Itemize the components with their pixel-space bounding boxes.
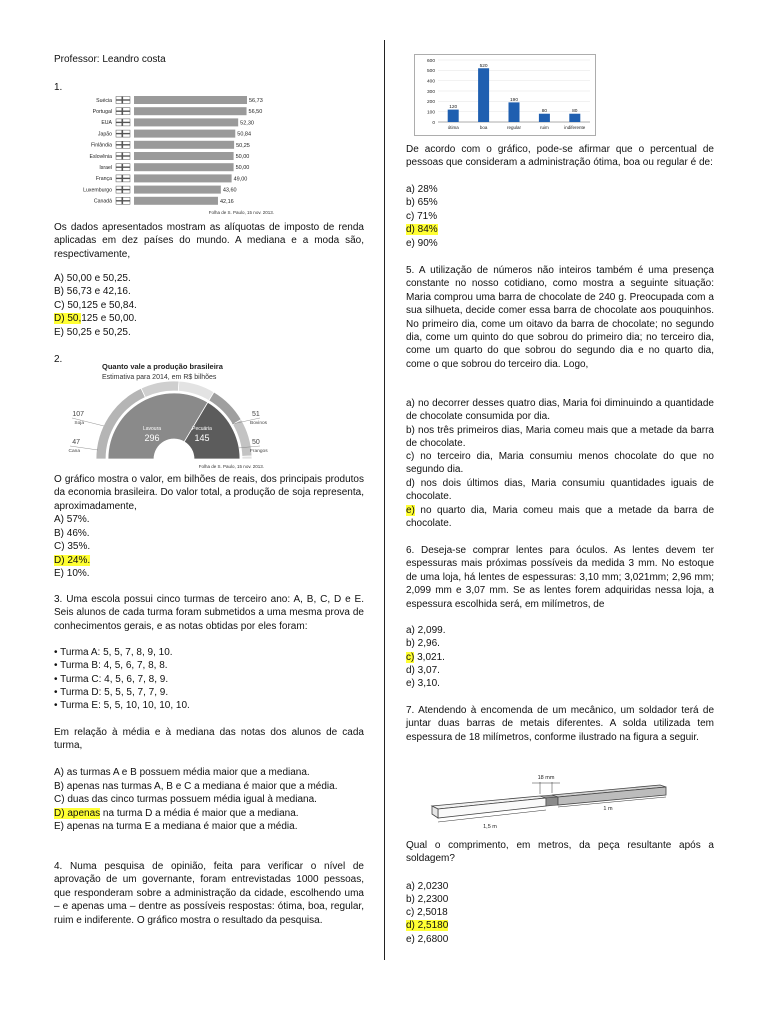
q3-list-a: • Turma A: 5, 5, 7, 8, 9, 10. xyxy=(54,647,173,658)
q5-option-e-highlight: e) xyxy=(406,505,415,516)
q7-weld-label: 18 mm xyxy=(537,775,555,781)
q2-total-value: 441 xyxy=(166,447,182,457)
q2-option-d[interactable] xyxy=(54,554,364,567)
q3-list-c: • Turma C: 4, 5, 6, 7, 8, 9. xyxy=(54,674,169,685)
q2-bovinos-value: 51 xyxy=(252,411,260,418)
q6-option-c-rest: 3,021. xyxy=(414,652,445,663)
q5-option-d[interactable]: d) nos dois últimos dias, Maria consumiu quantidades iguais de chocolate. xyxy=(406,478,714,503)
q1-bar-value: 49,00 xyxy=(233,176,248,183)
q4-option-a[interactable]: a) 28% xyxy=(406,184,438,195)
q1-bar xyxy=(134,130,235,138)
q2-option-b[interactable]: B) 46%. xyxy=(54,528,90,539)
q1-option-b[interactable]: B) 56,73 e 42,16. xyxy=(54,286,131,297)
q5-option-c[interactable]: c) no terceiro dia, Maria consumiu menos chocolate do que no segundo dia. xyxy=(406,451,714,476)
q2-outros2-arc xyxy=(242,456,252,459)
flag-stripe xyxy=(122,119,124,126)
q4-category-label: regular xyxy=(506,125,522,130)
q2-lavoura-value: 296 xyxy=(144,433,160,443)
q1-bar-value: 50,84 xyxy=(237,131,252,138)
q7-option-e[interactable]: e) 2,6800 xyxy=(406,934,449,945)
q6-option-d[interactable]: d) 3,07. xyxy=(406,665,440,676)
q7-option-d-highlight: d) 2,5180 xyxy=(406,920,449,931)
q3-list-e: • Turma E: 5, 5, 10, 10, 10, 10. xyxy=(54,700,190,711)
q2-option-a[interactable]: A) 57%. xyxy=(54,514,90,525)
q5-option-a[interactable]: a) no decorrer desses quatro dias, Maria foi diminuindo a quantidade de chocolate consumida por dia. xyxy=(406,398,714,423)
q3-option-a[interactable]: A) as turmas A e B possuem média maior que a mediana. xyxy=(54,767,310,778)
q1-country-label: Suécia xyxy=(96,97,112,104)
q5-option-e[interactable] xyxy=(406,504,714,531)
q1-option-e[interactable]: E) 50,25 e 50,25. xyxy=(54,327,131,338)
q1-bar-chart xyxy=(74,93,304,219)
q3-option-d-highlight: D) apenas xyxy=(54,808,101,819)
q7-option-b[interactable]: b) 2,2300 xyxy=(406,894,449,905)
q3-option-d-rest: na turma D a média é maior que a mediana. xyxy=(100,808,299,819)
q1-bar-value: 56,73 xyxy=(249,98,263,104)
q3-text: 3. Uma escola possui cinco turmas de terceiro ano: A, B, C, D e E. Seis alunos de cada turma foram submetidos a uma mesma prova de conhecimentos gerais, e as notas obtidas por eles foram: xyxy=(54,594,364,632)
q1-bar xyxy=(134,174,232,182)
q4-bar-chart xyxy=(414,54,596,136)
q1-bar xyxy=(134,186,221,194)
q1-bar xyxy=(134,141,234,149)
flag-stripe xyxy=(122,130,124,137)
q7-option-d[interactable] xyxy=(406,919,714,932)
q4-option-c[interactable]: c) 71% xyxy=(406,211,438,222)
q4-ytick-label: 400 xyxy=(426,79,435,85)
q4-bar xyxy=(478,68,489,122)
q1-bar-value: 50,00 xyxy=(235,154,250,160)
q1-bar xyxy=(134,96,247,104)
q1-bar xyxy=(134,152,234,160)
q1-option-d-rest: 125 e 50,00. xyxy=(81,313,137,324)
q4-ytick-label: 500 xyxy=(426,69,435,75)
q5-option-e-rest: no quarto dia, Maria comeu mais que a metade da barra de chocolate. xyxy=(406,505,714,530)
q4-bar xyxy=(448,110,459,122)
q2-option-d-highlight: D) 24%. xyxy=(54,555,91,566)
q2-chart-title: Quanto vale a produção brasileira xyxy=(102,362,223,371)
q3-list-b: • Turma B: 4, 5, 6, 7, 8, 8. xyxy=(54,660,168,671)
q2-chart-subtitle: Estimativa para 2014, em R$ bilhões xyxy=(102,374,217,381)
q4-category-label: boa xyxy=(479,125,488,130)
flag-stripe xyxy=(122,97,124,104)
q4-option-e[interactable]: e) 90% xyxy=(406,238,438,249)
q4-text: 4. Numa pesquisa de opinião, feita para verificar o nível de aprovação de um governante, foram entrevistadas 1000 pessoas, que responderam sobre a administração da cidade, escolhendo uma – e apenas uma – dentre as possíveis respostas: ótima, boa, regular, ruim e indiferente. O gráfico mostra o resultado da pesquisa. xyxy=(54,861,364,926)
q6-option-e[interactable]: e) 3,10. xyxy=(406,678,440,689)
flag-stripe xyxy=(122,141,124,148)
flag-stripe xyxy=(122,164,124,171)
q4-bar xyxy=(509,102,520,122)
q1-chart-source: Folha de S. Paulo, 15 nov. 2013. xyxy=(208,210,274,215)
q6-text: 6. Deseja-se comprar lentes para óculos. As lentes devem ter espessuras mais próximas possíveis da medida 3 mm. No estoque de uma loja, há lentes de espessuras: 3,10 mm; 3,021mm; 2,96 mm; 2,099 mm e 3,07 mm. Se as lentes forem adquiridas nessa loja, a espessura escolhida será, em milímetros, de xyxy=(406,545,714,610)
q4-ytick-label: 100 xyxy=(426,110,435,116)
q7-question: Qual o comprimento, em metros, da peça resultante após a soldagem? xyxy=(406,840,714,865)
q4-option-d-highlight: d) 84% xyxy=(406,224,438,235)
q1-option-a[interactable]: A) 50,00 e 50,25. xyxy=(54,273,131,284)
q3-option-c[interactable]: C) duas das cinco turmas possuem média igual à mediana. xyxy=(54,794,317,805)
q7-left-label: 1,5 m xyxy=(483,824,497,830)
q1-country-label: Luxemburgo xyxy=(83,187,112,194)
q2-option-e[interactable]: E) 10%. xyxy=(54,568,90,579)
q4-question: De acordo com o gráfico, pode-se afirmar que o percentual de pessoas que consideram a administração ótima, boa ou regular é de: xyxy=(406,144,714,169)
q2-cana-label: Cana xyxy=(68,449,80,454)
q6-option-b[interactable]: b) 2,96. xyxy=(406,638,440,649)
q1-text: Os dados apresentados mostram as alíquotas de imposto de renda aplicadas em dez países do mundo. A mediana e a moda são, respectivamente, xyxy=(54,222,364,260)
q7-option-a[interactable]: a) 2,0230 xyxy=(406,881,449,892)
q3-question: Em relação à média e à mediana das notas dos alunos de cada turma, xyxy=(54,727,364,752)
q2-pie-chart xyxy=(54,360,294,472)
q5-option-b[interactable]: b) nos três primeiros dias, Maria comeu mais que a metade da barra de chocolate. xyxy=(406,425,714,450)
q1-bar xyxy=(134,163,234,171)
q7-text: 7. Atendendo à encomenda de um mecânico, um soldador terá de juntar duas barras de metais diferentes. A solda utilizada tem espessura de 18 milímetros, conforme ilustrado na figura a seguir. xyxy=(406,705,714,743)
q2-bovinos-label: Bovinos xyxy=(250,421,268,426)
q2-pecuaria-label: Pecuária xyxy=(192,426,212,432)
q4-option-b[interactable]: b) 65% xyxy=(406,197,438,208)
q1-bar xyxy=(134,107,247,115)
q1-bar xyxy=(134,197,218,205)
q1-option-d-highlight: D) 50, xyxy=(54,313,82,324)
q1-number: 1. xyxy=(54,82,63,93)
q1-option-c[interactable]: C) 50,125 e 50,84. xyxy=(54,300,137,311)
q4-ytick-label: 300 xyxy=(426,89,435,95)
q1-country-label: EUA xyxy=(101,120,112,127)
q2-frangos-label: Frangos xyxy=(250,449,268,454)
q4-bar-value: 190 xyxy=(509,97,519,103)
q7-weld-figure xyxy=(428,770,673,836)
q4-bar-value: 520 xyxy=(479,63,488,69)
q2-lavoura-label: Lavoura xyxy=(142,426,162,432)
q4-bar-value: 80 xyxy=(572,109,578,115)
q6-option-c-highlight: c) xyxy=(406,652,415,663)
flag-stripe xyxy=(122,186,124,193)
q4-category-label: ruim xyxy=(540,125,549,130)
flag-stripe xyxy=(122,108,124,115)
q1-bar-value: 43,60 xyxy=(222,187,237,194)
q4-category-label: indiferente xyxy=(564,125,586,130)
q1-country-label: Finlândia xyxy=(90,142,112,149)
q2-chart-source: Folha de S. Paulo, 15 nov. 2013. xyxy=(198,464,264,469)
column-divider xyxy=(384,40,385,960)
flag-stripe xyxy=(122,197,124,204)
q2-frangos-value: 50 xyxy=(252,439,260,446)
q5-text: 5. A utilização de números não inteiros também é uma presença constante no nosso cotidiano, como mostra a seguinte situação: Maria comprou uma barra de chocolate de 240 g. Preocupada com a sua silhueta, decide comer essa barra de chocolate aos pouquinhos. No primeiro dia, come um oitavo da barra de chocolate; no segundo dia, come um quinto do que sobrou do primeiro dia; no terceiro dia, come um quarto do que sobrou do segundo dia e no quarto dia, come o que sobrou do terceiro dia. Logo, xyxy=(406,265,714,370)
q2-soja-label: Soja xyxy=(74,421,84,426)
q1-country-label: Japão xyxy=(97,131,112,138)
q2-text: O gráfico mostra o valor, em bilhões de reais, dos principais produtos da economia brasileira. Do valor total, a produção de soja representa, aproximadamente, xyxy=(54,474,364,512)
q4-bar-value: 120 xyxy=(449,105,458,111)
professor-header: Professor: Leandro costa xyxy=(54,54,166,65)
q4-ytick-label: 600 xyxy=(426,58,435,64)
q6-option-c[interactable] xyxy=(406,651,714,664)
q4-ytick-label: 200 xyxy=(426,100,435,106)
q3-option-b[interactable]: B) apenas nas turmas A, B e C a mediana é maior que a média. xyxy=(54,781,338,792)
q1-bar-value: 42,16 xyxy=(219,198,234,205)
q7-right-label: 1 m xyxy=(603,806,613,812)
q2-number: 2. xyxy=(54,354,63,365)
q4-bar xyxy=(569,114,580,122)
q4-option-d[interactable] xyxy=(406,223,714,236)
q1-bar-value: 50,00 xyxy=(235,165,250,172)
q4-bar-value: 80 xyxy=(541,109,548,115)
q3-list-d: • Turma D: 5, 5, 5, 7, 7, 9. xyxy=(54,687,169,698)
flag-stripe xyxy=(122,153,124,160)
q1-option-d[interactable] xyxy=(54,312,364,325)
q7-option-c[interactable]: c) 2,5018 xyxy=(406,907,448,918)
q1-bar xyxy=(134,118,238,126)
q1-bar-value: 52,30 xyxy=(240,120,254,127)
q2-cana-value: 47 xyxy=(72,439,80,446)
q2-pecuaria-value: 145 xyxy=(194,433,210,443)
q2-total-label: Total xyxy=(168,440,180,446)
q1-country-label: Israel xyxy=(99,165,112,171)
q6-option-a[interactable]: a) 2,099. xyxy=(406,625,446,636)
q1-country-label: França xyxy=(95,176,112,183)
flag-stripe xyxy=(122,175,124,182)
q4-bar xyxy=(539,114,550,122)
q2-soja-value: 107 xyxy=(72,411,84,418)
q1-country-label: Eslovênia xyxy=(89,153,112,160)
q4-ytick-label: 0 xyxy=(432,120,435,126)
q1-bar-value: 56,50 xyxy=(248,109,263,116)
q1-bar-value: 50,25 xyxy=(236,142,250,149)
q3-option-e[interactable]: E) apenas na turma E a mediana é maior que a média. xyxy=(54,821,298,832)
q1-country-label: Portugal xyxy=(92,109,112,115)
q3-option-d[interactable] xyxy=(54,807,364,820)
q4-category-label: ótima xyxy=(447,125,459,130)
q1-country-label: Canadá xyxy=(93,198,112,205)
q2-option-c[interactable]: C) 35%. xyxy=(54,541,91,552)
